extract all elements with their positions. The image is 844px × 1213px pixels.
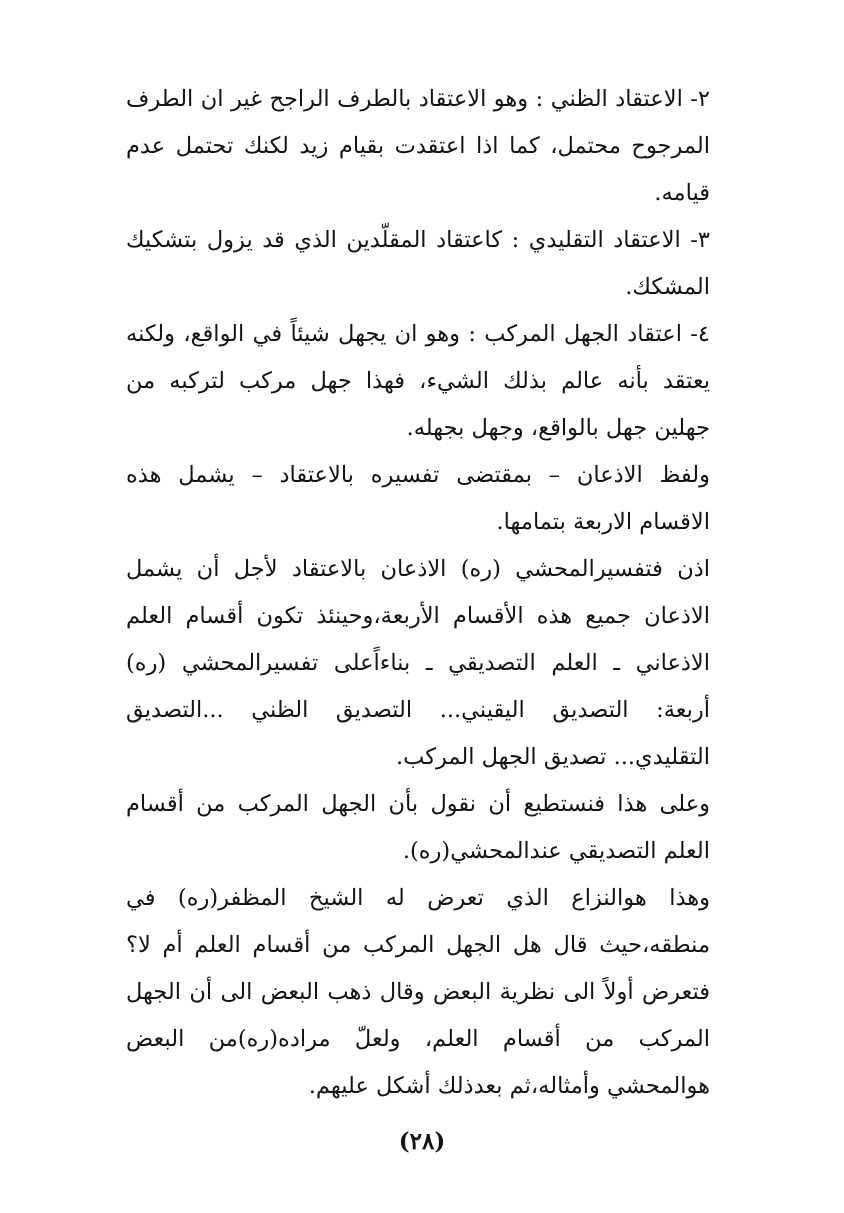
paragraph-dispute: وهذا هوالنزاع الذي تعرض له الشيخ المظفر(ره) في منطقه،حيث قال هل الجهل المركب من أقسام العلم أم لا؟فتعرض أولاً الى نظرية البعض وقال ذهب البعض الى أن الجهل المركب من أقسام العلم، ولعلّ مراده(ره)من البعض هوالمحشي وأمثاله،ثم بعدذلك أشكل عليهم.: [126, 885, 710, 1099]
paragraph-conclusion: اذن فتفسيرالمحشي (ره) الاذعان بالاعتقاد لأجل أن يشمل الاذعان جميع هذه الأقسام الأربعة،وحينئذ تكون أقسام العلم الاذعاني ـ العلم التصديقي ـ بناءاًعلى تفسيرالمحشي (ره) أربعة: التصديق اليقيني... التصديق الظني ...التصديق التقليدي... تصديق الجهل المركب.: [126, 556, 710, 770]
paragraph-imitative-belief: ٣- الاعتقاد التقليدي : كاعتقاد المقلّدين الذي قد يزول بتشكيك المشكك.: [126, 227, 710, 300]
page-number: (٢٨): [398, 1128, 446, 1155]
paragraph-opinion-belief: ٢- الاعتقاد الظني : وهو الاعتقاد بالطرف الراجح غير ان الطرف المرجوح محتمل، كما اذا اعتقدت بقيام زيد لكنك تحتمل عدم قيامه.: [126, 86, 710, 206]
paragraph-compound-ignorance: ٤- اعتقاد الجهل المركب : وهو ان يجهل شيئاً في الواقع، ولكنه يعتقد بأنه عالم بذلك الشيء، فهذا جهل مركب لتركبه من جهلين جهل بالواقع، وجهل بجهله.: [126, 321, 710, 441]
paragraph-idhaan-term: ولفظ الاذعان – بمقتضى تفسيره بالاعتقاد – يشمل هذه الاقسام الاربعة بتمامها.: [126, 462, 710, 535]
paragraph-inference: وعلى هذا فنستطيع أن نقول بأن الجهل المركب من أقسام العلم التصديقي عندالمحشي(ره).: [126, 791, 710, 864]
body-text: [126, 76, 710, 1110]
